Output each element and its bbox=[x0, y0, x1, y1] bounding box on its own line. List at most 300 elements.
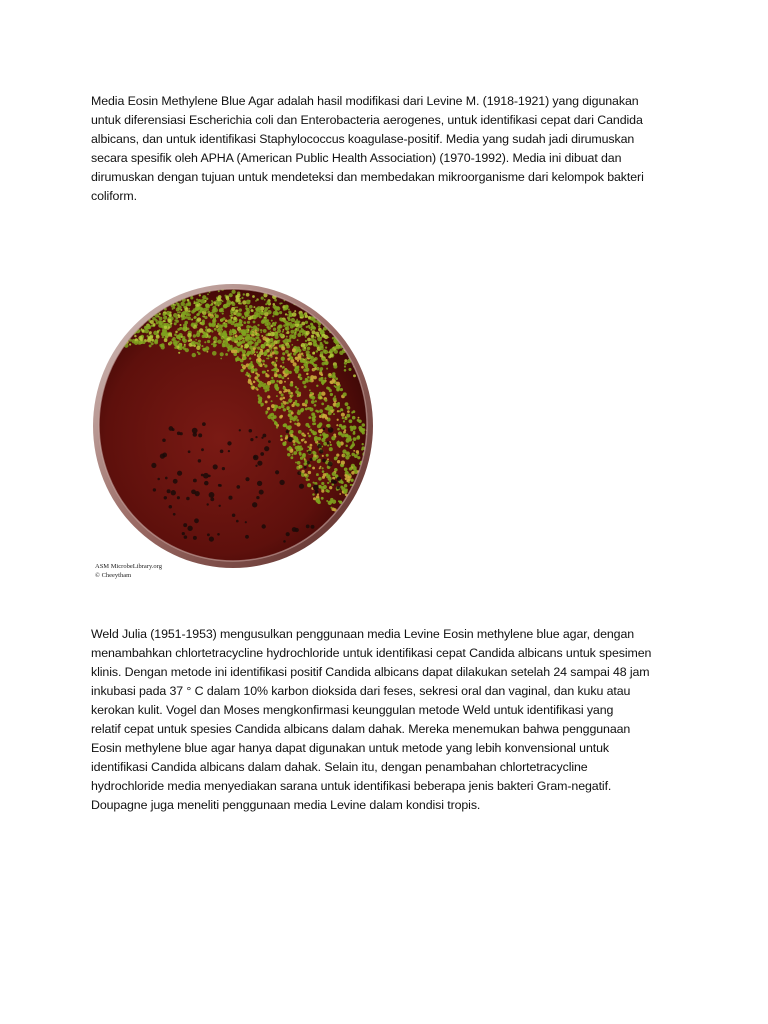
colony bbox=[352, 441, 354, 443]
colony bbox=[330, 393, 333, 396]
colony bbox=[262, 360, 265, 363]
colony bbox=[297, 369, 299, 371]
colony bbox=[198, 352, 201, 355]
colony bbox=[284, 389, 287, 392]
colony bbox=[344, 365, 346, 367]
colony bbox=[177, 328, 180, 331]
colony bbox=[333, 397, 337, 401]
colony bbox=[288, 311, 291, 314]
colony bbox=[335, 386, 337, 388]
colony bbox=[344, 369, 347, 372]
colony bbox=[187, 299, 190, 302]
colony bbox=[323, 442, 327, 446]
colony bbox=[226, 300, 231, 305]
colony bbox=[246, 352, 249, 355]
colony bbox=[225, 353, 228, 356]
colony bbox=[327, 441, 330, 444]
colony bbox=[191, 324, 194, 327]
colony bbox=[276, 395, 278, 397]
colony bbox=[198, 433, 202, 437]
text-line: Media Eosin Methylene Blue Agar adalah hasil modifikasi dari Levine M. (1918-1921) yang digunakan bbox=[91, 94, 639, 108]
colony bbox=[174, 333, 177, 336]
colony bbox=[334, 350, 338, 354]
colony bbox=[338, 431, 342, 435]
colony bbox=[295, 461, 297, 463]
colony bbox=[284, 369, 288, 373]
colony bbox=[210, 497, 214, 501]
colony bbox=[300, 465, 303, 468]
colony bbox=[247, 365, 251, 369]
colony bbox=[250, 382, 253, 385]
colony bbox=[198, 340, 201, 343]
colony bbox=[182, 327, 187, 332]
colony bbox=[339, 351, 343, 355]
colony bbox=[249, 357, 251, 359]
colony bbox=[337, 460, 340, 463]
colony bbox=[235, 323, 239, 327]
colony bbox=[322, 334, 326, 338]
colony bbox=[311, 400, 315, 404]
colony bbox=[343, 431, 346, 434]
colony bbox=[346, 414, 350, 418]
colony bbox=[224, 323, 226, 325]
colony bbox=[323, 485, 327, 489]
colony bbox=[198, 311, 201, 314]
colony bbox=[222, 344, 225, 347]
colony bbox=[178, 352, 180, 354]
colony bbox=[229, 293, 233, 297]
colony bbox=[256, 308, 261, 313]
colony bbox=[282, 442, 286, 446]
colony bbox=[256, 343, 258, 345]
colony bbox=[282, 331, 284, 333]
colony bbox=[301, 439, 304, 442]
colony bbox=[345, 434, 348, 437]
colony bbox=[241, 297, 243, 299]
colony bbox=[257, 333, 260, 336]
colony bbox=[322, 432, 326, 436]
colony bbox=[294, 402, 297, 405]
colony bbox=[185, 348, 189, 352]
colony bbox=[222, 467, 225, 470]
colony bbox=[203, 308, 207, 312]
colony bbox=[307, 483, 311, 487]
colony bbox=[306, 350, 310, 354]
colony bbox=[326, 500, 328, 502]
colony bbox=[233, 330, 237, 334]
colony bbox=[314, 436, 318, 440]
colony bbox=[313, 482, 315, 484]
colony bbox=[227, 441, 231, 445]
colony bbox=[318, 485, 322, 489]
colony bbox=[306, 525, 310, 529]
colony bbox=[297, 461, 301, 465]
colony bbox=[195, 339, 197, 341]
colony bbox=[362, 443, 364, 445]
colony bbox=[264, 390, 267, 393]
colony bbox=[304, 385, 307, 388]
colony bbox=[274, 421, 276, 423]
colony bbox=[163, 316, 167, 320]
colony bbox=[343, 454, 346, 457]
image-credit-author: © Cheeytham bbox=[95, 572, 132, 579]
colony bbox=[291, 384, 294, 387]
colony bbox=[315, 440, 317, 442]
colony bbox=[171, 490, 176, 495]
colony bbox=[188, 310, 190, 312]
colony bbox=[287, 358, 290, 361]
colony bbox=[320, 330, 325, 335]
colony bbox=[280, 365, 282, 367]
colony bbox=[312, 457, 316, 461]
text-line: Eosin methylene blue agar hanya dapat digunakan untuk metode yang lebih konvensional untuk bbox=[91, 741, 609, 755]
colony bbox=[319, 396, 322, 399]
colony bbox=[321, 392, 325, 396]
colony bbox=[300, 447, 303, 450]
colony bbox=[178, 315, 181, 318]
colony bbox=[210, 316, 213, 319]
colony bbox=[261, 344, 265, 348]
colony bbox=[255, 337, 258, 340]
colony bbox=[193, 345, 196, 348]
colony bbox=[175, 331, 178, 334]
colony bbox=[242, 340, 246, 344]
colony bbox=[308, 451, 311, 454]
colony bbox=[219, 505, 221, 507]
colony bbox=[348, 368, 351, 371]
colony bbox=[197, 317, 201, 321]
colony bbox=[302, 453, 306, 457]
colony bbox=[290, 448, 293, 451]
colony bbox=[353, 410, 356, 413]
colony bbox=[288, 428, 291, 431]
colony bbox=[341, 413, 345, 417]
colony bbox=[177, 471, 182, 476]
colony bbox=[159, 313, 161, 315]
colony bbox=[231, 307, 235, 311]
colony bbox=[301, 470, 304, 473]
colony bbox=[330, 507, 332, 509]
colony bbox=[275, 470, 279, 474]
colony bbox=[177, 432, 181, 436]
colony bbox=[345, 444, 348, 447]
colony bbox=[195, 302, 198, 305]
colony bbox=[275, 347, 277, 349]
colony bbox=[307, 338, 311, 342]
colony bbox=[149, 344, 152, 347]
colony bbox=[205, 303, 209, 307]
colony bbox=[342, 449, 346, 453]
colony bbox=[244, 317, 246, 319]
colony bbox=[274, 385, 278, 389]
colony bbox=[276, 360, 278, 362]
colony bbox=[252, 350, 255, 353]
colony bbox=[321, 497, 324, 500]
colony bbox=[307, 446, 309, 448]
colony bbox=[271, 404, 275, 408]
colony bbox=[243, 354, 245, 356]
colony bbox=[277, 329, 281, 333]
colony bbox=[289, 315, 291, 317]
colony bbox=[357, 456, 360, 459]
colony bbox=[238, 312, 242, 316]
colony bbox=[219, 333, 223, 337]
colony bbox=[268, 345, 271, 348]
colony bbox=[289, 371, 292, 374]
colony bbox=[218, 484, 221, 487]
colony bbox=[270, 331, 272, 333]
colony bbox=[350, 426, 353, 429]
colony bbox=[315, 400, 317, 402]
colony bbox=[223, 333, 227, 337]
colony bbox=[134, 341, 138, 345]
colony bbox=[312, 418, 316, 422]
colony bbox=[321, 490, 324, 493]
colony bbox=[351, 479, 353, 481]
colony bbox=[152, 317, 156, 321]
colony bbox=[255, 329, 257, 331]
colony bbox=[312, 451, 315, 454]
colony bbox=[283, 408, 286, 411]
colony bbox=[326, 454, 329, 457]
colony bbox=[295, 386, 297, 388]
colony bbox=[179, 311, 181, 313]
colony bbox=[297, 395, 299, 397]
colony bbox=[236, 307, 238, 309]
colony bbox=[256, 351, 258, 353]
colony bbox=[203, 348, 207, 352]
colony bbox=[311, 330, 315, 334]
colony bbox=[247, 375, 249, 377]
colony bbox=[279, 311, 282, 314]
colony bbox=[226, 295, 229, 298]
colony bbox=[161, 345, 165, 349]
colony bbox=[304, 458, 306, 460]
colony bbox=[184, 344, 186, 346]
colony bbox=[252, 368, 255, 371]
colony bbox=[249, 429, 253, 433]
colony bbox=[186, 314, 189, 317]
colony bbox=[201, 307, 204, 310]
colony bbox=[311, 338, 315, 342]
colony bbox=[313, 364, 316, 367]
colony bbox=[250, 438, 253, 441]
colony bbox=[264, 446, 269, 451]
colony bbox=[301, 322, 305, 326]
colony bbox=[288, 318, 291, 321]
colony bbox=[292, 348, 296, 352]
colony bbox=[334, 457, 338, 461]
colony bbox=[307, 461, 310, 464]
colony bbox=[299, 484, 304, 489]
colony bbox=[317, 444, 321, 448]
colony bbox=[179, 324, 181, 326]
colony bbox=[229, 331, 231, 333]
colony bbox=[252, 371, 254, 373]
colony bbox=[308, 316, 311, 319]
colony bbox=[290, 430, 294, 434]
colony bbox=[235, 357, 239, 361]
colony bbox=[272, 322, 276, 326]
colony bbox=[298, 430, 302, 434]
colony bbox=[326, 341, 329, 344]
colony bbox=[281, 357, 285, 361]
colony bbox=[257, 375, 259, 377]
colony bbox=[286, 344, 290, 348]
colony bbox=[247, 329, 249, 331]
colony bbox=[274, 299, 277, 302]
colony bbox=[343, 425, 347, 429]
colony bbox=[352, 416, 356, 420]
paragraph-weld bbox=[91, 625, 696, 815]
colony bbox=[149, 331, 152, 334]
colony bbox=[241, 364, 244, 367]
colony bbox=[222, 300, 224, 302]
colony bbox=[334, 468, 338, 472]
colony bbox=[227, 319, 231, 323]
colony bbox=[321, 482, 324, 485]
colony bbox=[185, 303, 188, 306]
colony bbox=[294, 310, 296, 312]
colony bbox=[309, 389, 311, 391]
colony bbox=[214, 328, 217, 331]
colony bbox=[308, 425, 311, 428]
colony bbox=[217, 533, 220, 536]
colony bbox=[199, 328, 203, 332]
colony bbox=[308, 464, 311, 467]
colony bbox=[272, 420, 274, 422]
colony bbox=[207, 293, 209, 295]
colony bbox=[347, 452, 349, 454]
colony bbox=[246, 300, 251, 305]
colony bbox=[293, 436, 297, 440]
colony bbox=[353, 432, 356, 435]
colony bbox=[305, 340, 307, 342]
colony bbox=[306, 478, 309, 481]
colony bbox=[263, 329, 267, 333]
colony bbox=[251, 387, 254, 390]
colony bbox=[135, 338, 137, 340]
colony bbox=[296, 449, 299, 452]
colony bbox=[264, 299, 266, 301]
colony bbox=[347, 410, 350, 413]
colony bbox=[280, 415, 283, 418]
colony bbox=[353, 374, 356, 377]
colony bbox=[207, 328, 211, 332]
colony bbox=[272, 352, 275, 355]
colony bbox=[323, 340, 325, 342]
text-line: hydrochloride media menyediakan sarana untuk identifikasi beberapa jenis bakteri Gram-negatif. bbox=[91, 779, 612, 793]
colony bbox=[153, 323, 156, 326]
colony bbox=[187, 526, 192, 531]
colony bbox=[276, 306, 280, 310]
colony bbox=[280, 397, 283, 400]
colony bbox=[315, 490, 319, 494]
colony bbox=[271, 377, 273, 379]
colony bbox=[267, 395, 270, 398]
colony bbox=[193, 536, 197, 540]
colony bbox=[334, 346, 336, 348]
colony bbox=[322, 459, 326, 463]
colony bbox=[207, 533, 210, 536]
colony bbox=[329, 486, 332, 489]
colony bbox=[256, 388, 258, 390]
colony bbox=[314, 344, 317, 347]
colony bbox=[255, 300, 257, 302]
colony bbox=[236, 520, 239, 523]
colony bbox=[305, 321, 308, 324]
colony bbox=[284, 381, 286, 383]
colony bbox=[279, 345, 282, 348]
colony bbox=[217, 323, 219, 325]
colony bbox=[240, 298, 242, 300]
colony bbox=[215, 314, 219, 318]
colony bbox=[222, 313, 224, 315]
colony bbox=[303, 434, 306, 437]
colony bbox=[182, 532, 185, 535]
colony bbox=[272, 361, 274, 363]
colony bbox=[327, 458, 329, 460]
colony bbox=[292, 527, 297, 532]
colony bbox=[192, 428, 198, 434]
colony bbox=[181, 319, 183, 321]
colony bbox=[291, 454, 293, 456]
colony bbox=[291, 394, 293, 396]
colony bbox=[186, 497, 190, 501]
colony bbox=[180, 302, 185, 307]
colony bbox=[250, 336, 252, 338]
colony bbox=[203, 313, 205, 315]
colony bbox=[285, 321, 289, 325]
colony bbox=[270, 338, 273, 341]
colony bbox=[257, 324, 259, 326]
colony bbox=[255, 465, 257, 467]
colony bbox=[304, 473, 307, 476]
colony bbox=[314, 404, 317, 407]
colony bbox=[330, 444, 332, 446]
colony bbox=[285, 350, 289, 354]
colony bbox=[288, 437, 293, 442]
colony bbox=[325, 408, 327, 410]
colony bbox=[308, 471, 311, 474]
colony bbox=[228, 348, 230, 350]
colony bbox=[174, 322, 177, 325]
colony bbox=[308, 416, 311, 419]
colony bbox=[313, 485, 319, 491]
colony bbox=[139, 330, 141, 332]
colony bbox=[311, 525, 315, 529]
text-line: menambahkan chlortetracycline hydrochloride untuk identifikasi cepat Candida albicans untuk spesimen bbox=[91, 646, 652, 660]
colony bbox=[192, 353, 196, 357]
colony bbox=[356, 450, 359, 453]
colony bbox=[322, 358, 325, 361]
colony bbox=[297, 339, 299, 341]
colony bbox=[288, 413, 291, 416]
colony bbox=[241, 345, 244, 348]
text-line: untuk diferensiasi Escherichia coli dan Enterobacteria aerogenes, untuk identifikasi cepat dari Candida bbox=[91, 113, 643, 127]
colony bbox=[309, 380, 312, 383]
colony bbox=[191, 310, 195, 314]
colony bbox=[316, 350, 319, 353]
text-line: inkubasi pada 37 ° C dalam 10% karbon dioksida dari feses, sekresi oral dan vaginal, dan kuku atau bbox=[91, 684, 631, 698]
colony bbox=[336, 441, 340, 445]
colony bbox=[328, 411, 332, 415]
colony bbox=[263, 363, 265, 365]
colony bbox=[297, 333, 301, 337]
colony bbox=[347, 477, 351, 481]
colony bbox=[157, 478, 160, 481]
colony bbox=[279, 391, 282, 394]
